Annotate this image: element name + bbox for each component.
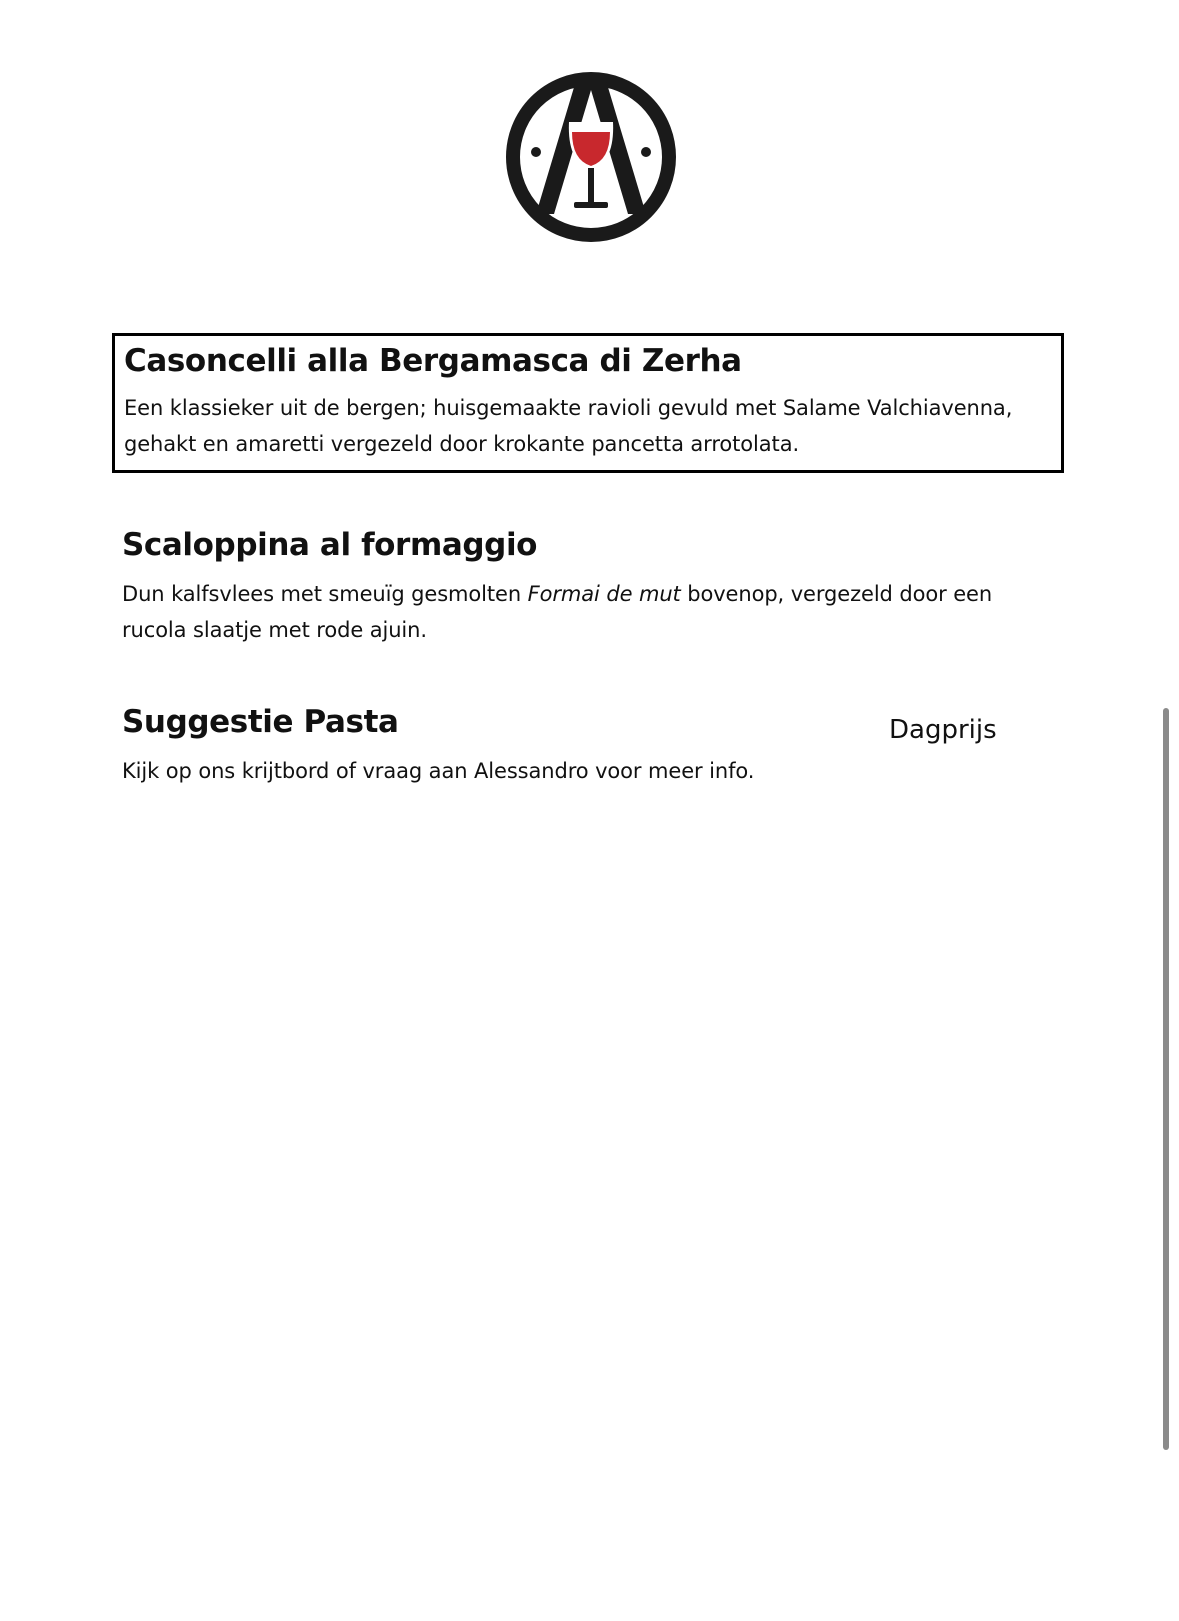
logo-dot-right (641, 147, 651, 157)
dish-description: Een klassieker uit de bergen; huisgemaakte ravioli gevuld met Salame Valchiavenna, gehakt en amaretti vergezeld door krokante pancetta arrotolata. (124, 396, 1013, 456)
description-text: bovenop, vergezeld door een rucola slaatje met rode ajuin. (122, 582, 993, 642)
dish-title: Casoncelli alla Bergamasca di Zerha (124, 343, 742, 379)
dish-description (122, 576, 1057, 648)
dish-title: Scaloppina al formaggio (122, 527, 538, 563)
wine-glass-stem (588, 168, 594, 204)
description-text: Dun kalfsvlees met smeuïg gesmolten (122, 582, 528, 606)
wine-glass-wine (572, 132, 610, 166)
dish-scaloppina (122, 524, 1057, 648)
restaurant-logo (504, 70, 678, 244)
dish-price: Dagprijs (889, 715, 997, 745)
wine-glass-base (574, 202, 608, 208)
dish-casoncelli (112, 333, 1064, 473)
dish-title: Suggestie Pasta (122, 704, 399, 740)
logo-dot-left (531, 147, 541, 157)
vertical-scrollbar[interactable] (1163, 708, 1169, 1450)
cheese-name: Formai de mut (527, 582, 681, 606)
dish-description: Kijk op ons krijtbord of vraag aan Alessandro voor meer info. (122, 759, 755, 783)
